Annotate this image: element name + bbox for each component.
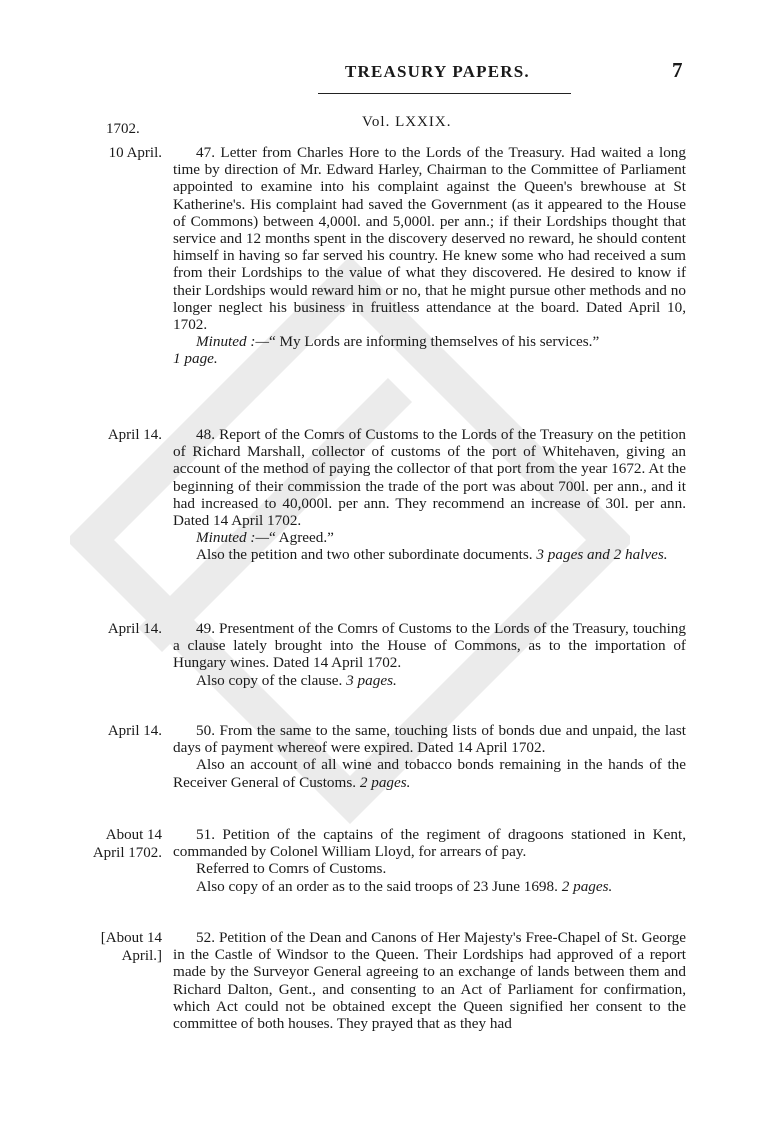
entry-date: April 14. (107, 427, 162, 443)
entry-body (173, 144, 686, 368)
header-rule (318, 93, 571, 94)
entry-text: 49. Presentment of the Comrs of Customs to the Lords of the Treasury, touching a clause lately brought into the House of Commons, as to the importation of Hungary wines. Dated 14 April 1702. (173, 620, 686, 672)
entry-text: 48. Report of the Comrs of Customs to the Lords of the Treasury on the petition of Richard Marshall, collector of customs of the port of Whitehaven, giving an account of the method of paying the collector of that port from the year 1672. At the beginning of their commission the trade of the port was about 700l. per ann., and it had increased to 40,000l. per ann. They recommend an increase of 30l. per ann. Dated 14 April 1702. (173, 426, 686, 530)
entry-body (173, 929, 686, 1032)
year-marginal: 1702. (106, 121, 140, 137)
entry-date: [About 14 April.] (100, 930, 162, 964)
minuted-text: “ Agreed.” (268, 529, 334, 547)
entry-referred: Referred to Comrs of Customs. (196, 860, 387, 878)
entry-date: April 14. (107, 621, 162, 637)
entry-body (173, 722, 686, 791)
minuted-label: Minuted :— (196, 333, 269, 351)
entry-also: Also an account of all wine and tobacco bonds remaining in the hands of the Receiver General of Customs. 2 pages. (173, 756, 686, 791)
minuted-label: Minuted :— (196, 529, 269, 547)
entry-also: Also the petition and two other subordinate documents. 3 pages and 2 halves. (196, 546, 668, 564)
entry-text: 47. Letter from Charles Hore to the Lords of the Treasury. Had waited a long time by direction of Mr. Edward Harley, Chairman to the Committee of Parliament appointed to examine into his complaint against the Queen's brewhouse at St Katherine's. His complaint had saved the Government (as it appeared to the House of Commons) between 4,000l. and 5,000l. per ann.; if their Lordships thought that service and 12 months spent in the discovery deserved no reward, he should content himself in having so far served his country. He knew some who had received a sum from their Lordships to the value of what they discovered. He desired to know if their Lordships would reward him or no, that he might pursue other methods and no longer neglect his business in fruitless attendance at the board. Dated April 10, 1702. (173, 144, 686, 334)
entry-text: 50. From the same to the same, touching lists of bonds due and unpaid, the last days of payment whereof were expired. Dated 14 April 1702. (173, 722, 686, 757)
entry-text: 51. Petition of the captains of the regiment of dragoons stationed in Kent, commanded by Colonel William Lloyd, for arrears of pay. (173, 826, 686, 861)
entry-date: 10 April. (108, 145, 162, 161)
running-title: TREASURY PAPERS. (345, 62, 530, 81)
entry-text: 52. Petition of the Dean and Canons of Her Majesty's Free-Chapel of St. George in the Castle of Windsor to the Queen. Their Lordships had approved of a report made by the Surveyor General agreeing to an exchange of lands between them and Richard Dalton, Gent., and consenting to an Act of Parliament for confirmation, which Act could not be obtained except the Queen signified her consent to the committee of both houses. They prayed that as they had (173, 929, 686, 1033)
page-number: 7 (672, 58, 683, 82)
entry-body (173, 826, 686, 895)
entry-body (173, 426, 686, 564)
entry-date: About 14 April 1702. (92, 827, 162, 861)
entry-also: Also copy of an order as to the said troops of 23 June 1698. 2 pages. (196, 877, 613, 895)
volume-heading: Vol. LXXIX. (362, 114, 452, 130)
entry-minute (173, 333, 686, 350)
entry-body (173, 620, 686, 689)
running-header (0, 58, 768, 88)
minuted-text: “ My Lords are informing themselves of his services.” (268, 333, 600, 351)
entry-pages: 1 page. (173, 350, 218, 368)
entry-also: Also copy of the clause. 3 pages. (196, 671, 397, 689)
entry-date: April 14. (107, 723, 162, 739)
entry-minute (173, 529, 686, 546)
